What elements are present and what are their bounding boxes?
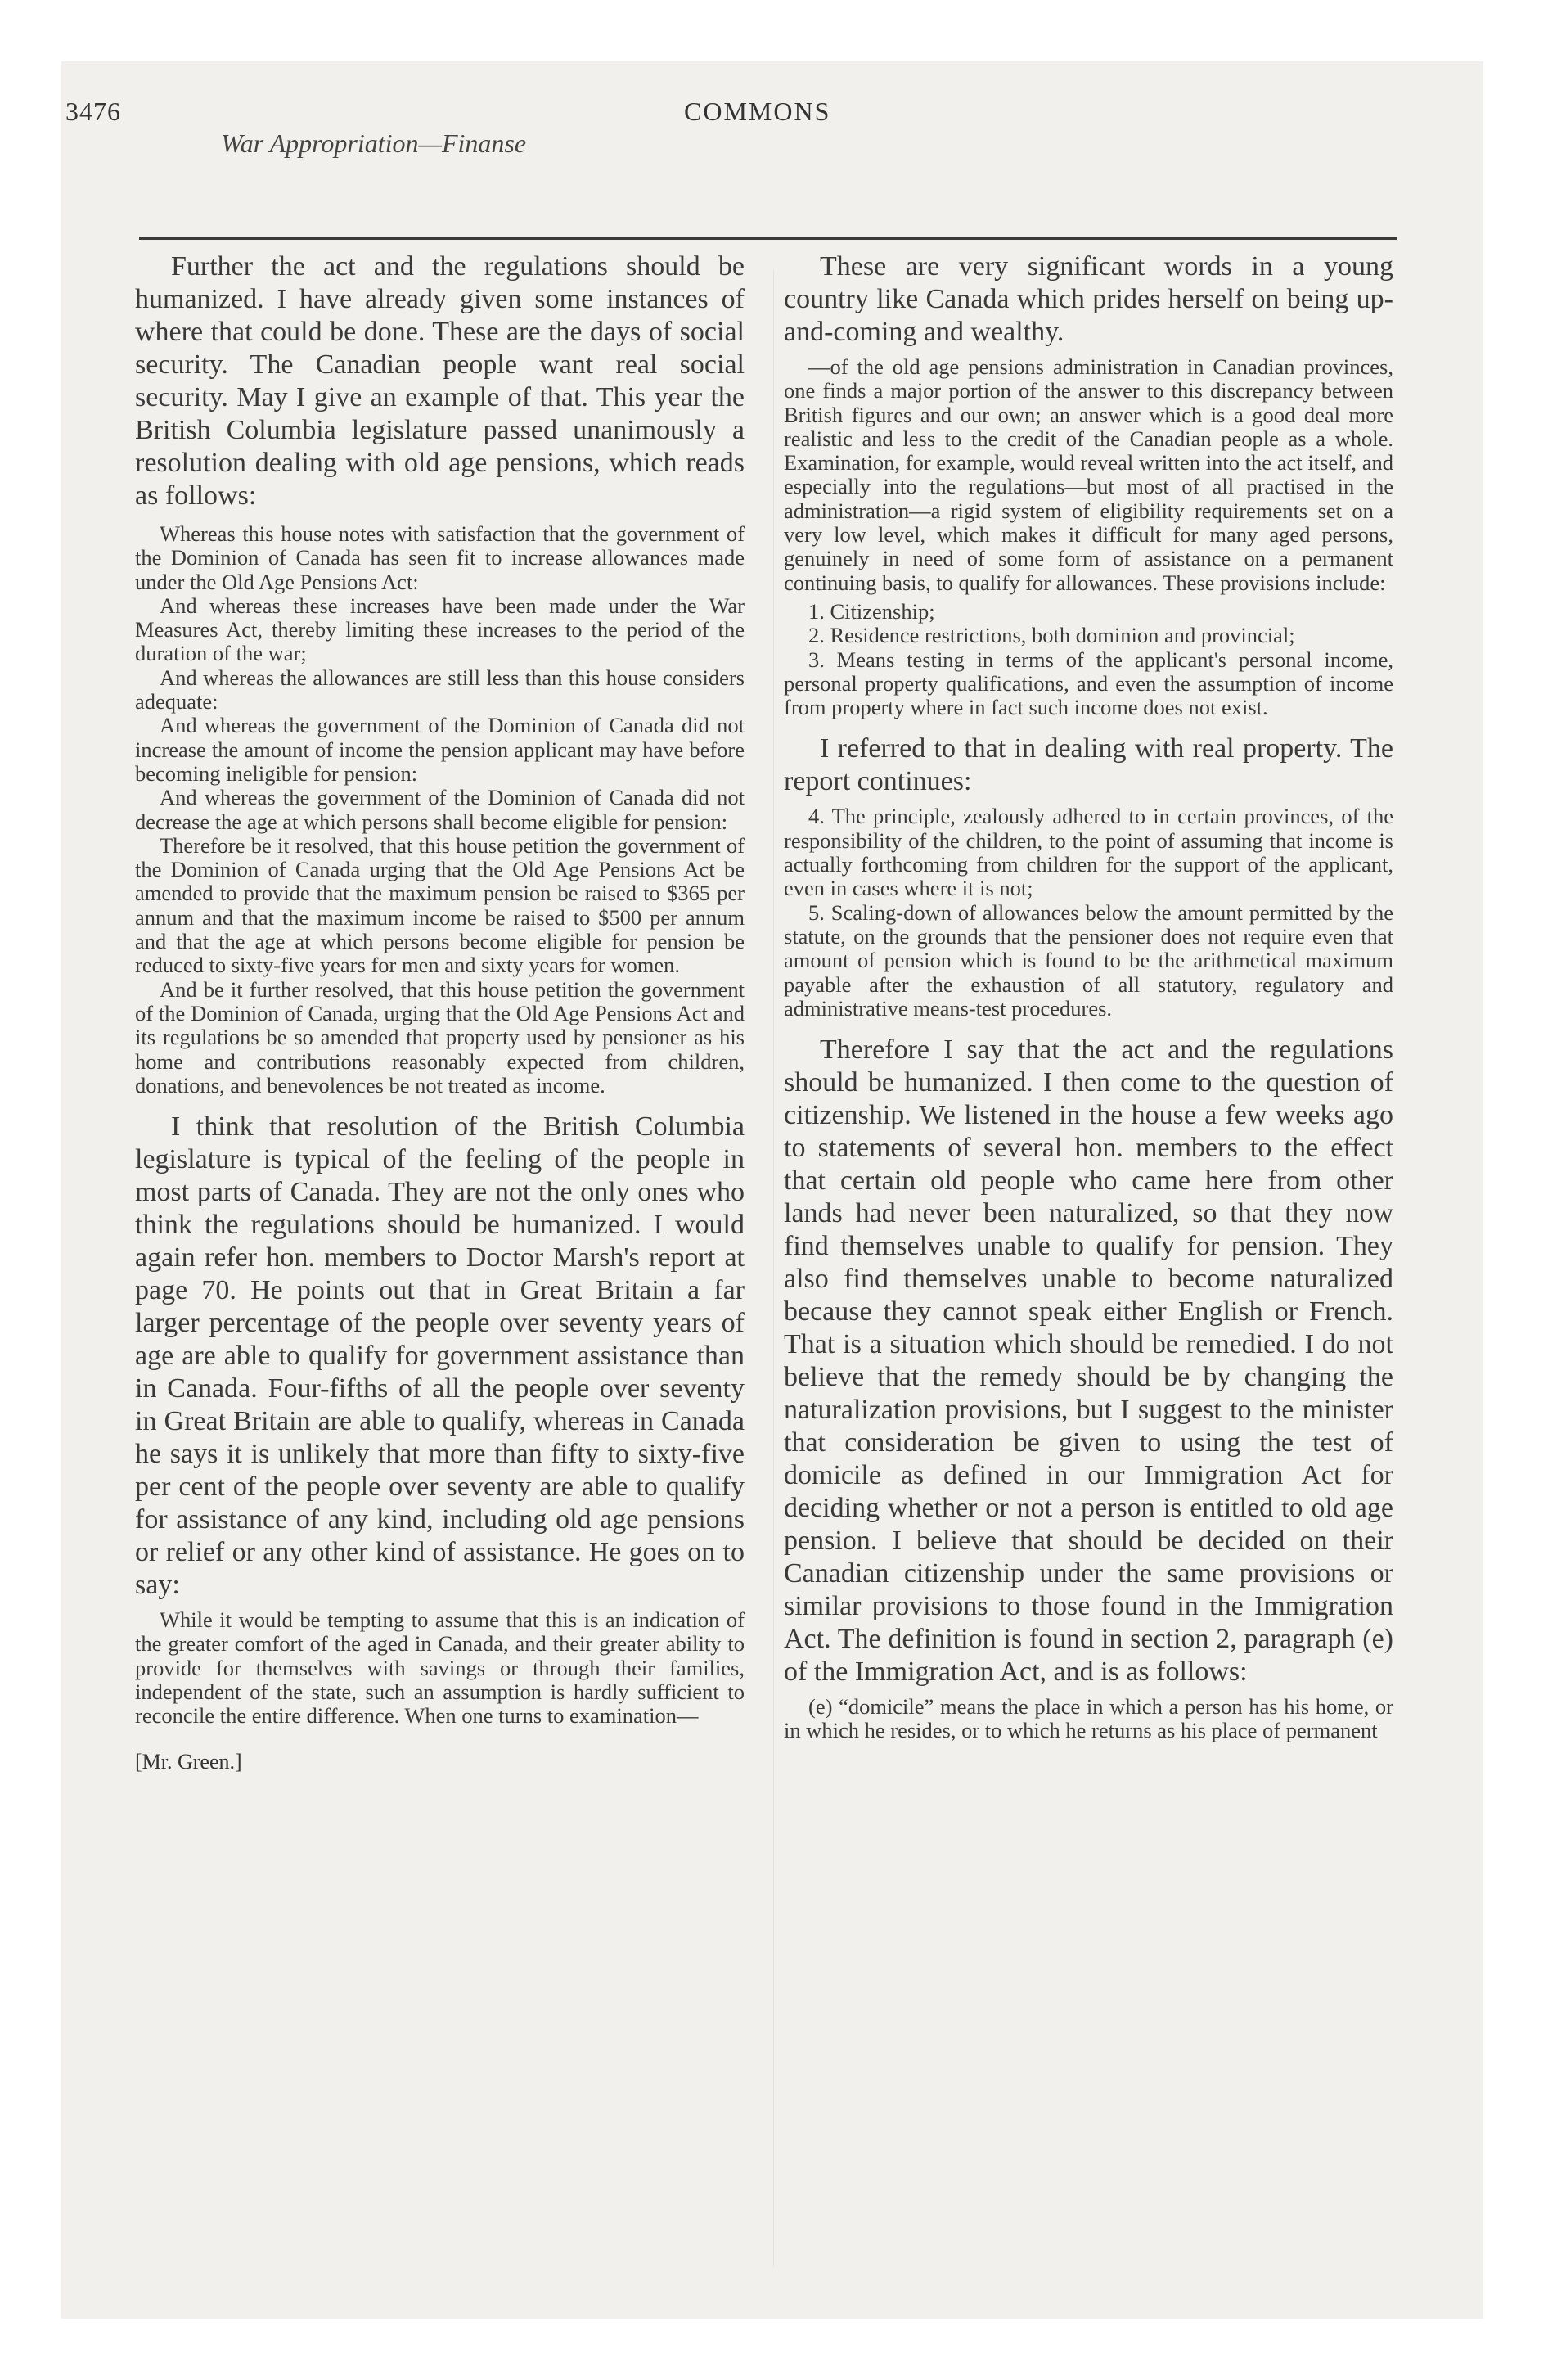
quoted-list-item: 4. The principle, zealously adhered to in certain provinces, of the responsibility of the children, to the point of assuming that income is actually forthcoming from children for the support of the applicant, even in cases where it is not; — [784, 804, 1393, 901]
page-number: 3476 — [65, 97, 121, 126]
quoted-list-item: 3. Means testing in terms of the applicant's personal income, personal property qualifications, and even the assumption of income from property where in fact such income does not exist. — [784, 647, 1393, 720]
right-column — [784, 250, 1393, 1743]
paragraph: Further the act and the regulations should be humanized. I have already given some instances of where that could be done. These are the days of social security. The Canadian people want real social security. May I give an example of that. This year the British Columbia legislature passed unanimously a resolution dealing with old age pensions, which reads as follows: — [135, 251, 745, 511]
quoted-paragraph: And whereas the government of the Dominion of Canada did not increase the amount of income the pension applicant may have before becoming ineligible for pension: — [135, 713, 745, 786]
quoted-paragraph: Therefore be it resolved, that this house petition the government of the Dominion of Canada urging that the Old Age Pensions Act be amended to provide that the maximum pension be raised to $365 per annum and that the maximum income be raised to $500 per annum and that the age at which persons become eligible for pension be reduced to sixty-five years for men and sixty years for women. — [135, 832, 745, 978]
house-header: COMMONS — [684, 97, 831, 126]
quoted-list-item: 1. Citizenship; — [808, 598, 935, 624]
header-rule — [139, 237, 1397, 240]
quoted-paragraph: And be it further resolved, that this house petition the government of the Dominion of Canada, urging that the Old Age Pensions Act and its regulations be so amended that property used by pensioner as his home and contributions reasonably expected from children, donations, and benevolences be not treated as income. — [135, 976, 745, 1098]
quoted-paragraph: (e) “domicile” means the place in which a person has his home, or in which he resides, or to which he returns as his place of permanent — [784, 1694, 1393, 1743]
quoted-paragraph: And whereas the allowances are still less than this house considers adequate: — [135, 665, 745, 714]
quoted-paragraph: And whereas these increases have been made under the War Measures Act, thereby limiting these increases to the period of the duration of the war; — [135, 593, 745, 666]
quoted-list-item: 2. Residence restrictions, both dominion and provincial; — [808, 623, 1295, 648]
quoted-list-item: 5. Scaling-down of allowances below the amount permitted by the statute, on the grounds that the pensioner does not require even that amount of pension which is found to be the arithmetical maximum payable after the exhaustion of all statutory, regulatory and administrative means-test procedures. — [784, 899, 1393, 1021]
left-column — [135, 250, 745, 1774]
quoted-paragraph: While it would be tempting to assume that this is an indication of the greater comfort of the aged in Canada, and their greater ability to provide for themselves with savings or through their families, independent of the state, such an assumption is hardly sufficient to reconcile the entire difference. When one turns to examination— — [135, 1607, 745, 1729]
quoted-paragraph: —of the old age pensions administration in Canadian provinces, one finds a major portion of the answer to this discrepancy between British figures and our own; an answer which is a good deal more realistic and less to the credit of the Canadian people as a whole. Examination, for example, would reveal written into the act itself, and especially into the regulations—but most of all practised in the administration—a rigid system of eligibility requirements set on a very low level, which makes it difficult for many aged persons, genuinely in need of some form of assistance on a permanent continuing basis, to qualify for allowances. These provisions include: — [784, 354, 1393, 595]
quoted-paragraph: And whereas the government of the Dominion of Canada did not decrease the age at which persons shall become eligible for pension: — [135, 785, 745, 834]
column-divider — [773, 270, 774, 2267]
paragraph: I think that resolution of the British Columbia legislature is typical of the feeling of the people in most parts of Canada. They are not the only ones who think the regulations should be humanized. I would again refer hon. members to Doctor Marsh's report at page 70. He points out that in Great Britain a far larger percentage of the people over seventy years of age are able to qualify for government assistance than in Canada. Four-fifths of all the people over seventy in Great Britain are able to qualify, whereas in Canada he says it is unlikely that more than fifty to sixty-five per cent of the people over seventy are able to qualify for assistance of any kind, including old age pensions or relief or any other kind of assistance. He goes on to say: — [135, 1111, 745, 1601]
speaker-label: [Mr. Green.] — [135, 1749, 242, 1774]
paragraph: I referred to that in dealing with real property. The report continues: — [784, 733, 1393, 797]
paragraph: Therefore I say that the act and the regulations should be humanized. I then come to the question of citizenship. We listened in the house a few weeks ago to statements of several hon. members to the effect that certain old people who came here from other lands had never been naturalized, so that they now find themselves unable to qualify for pension. They also find themselves unable to become naturalized because they cannot speak either English or French. That is a situation which should be remedied. I do not believe that the remedy should be by changing the naturalization provisions, but I suggest to the minister that consideration be given to using the test of domicile as defined in our Immigration Act for deciding whether or not a person is entitled to old age pension. I believe that should be decided on their Canadian citizenship under the same provisions or similar provisions to those found in the Immigration Act. The definition is found in section 2, paragraph (e) of the Immigration Act, and is as follows: — [784, 1034, 1393, 1688]
running-title: War Appropriation—Finanse — [221, 128, 527, 158]
quoted-paragraph: Whereas this house notes with satisfaction that the government of the Dominion of Canada has seen fit to increase allowances made under the Old Age Pensions Act: — [135, 521, 745, 594]
paragraph: These are very significant words in a young country like Canada which prides herself on being up-and-coming and wealthy. — [784, 251, 1393, 347]
